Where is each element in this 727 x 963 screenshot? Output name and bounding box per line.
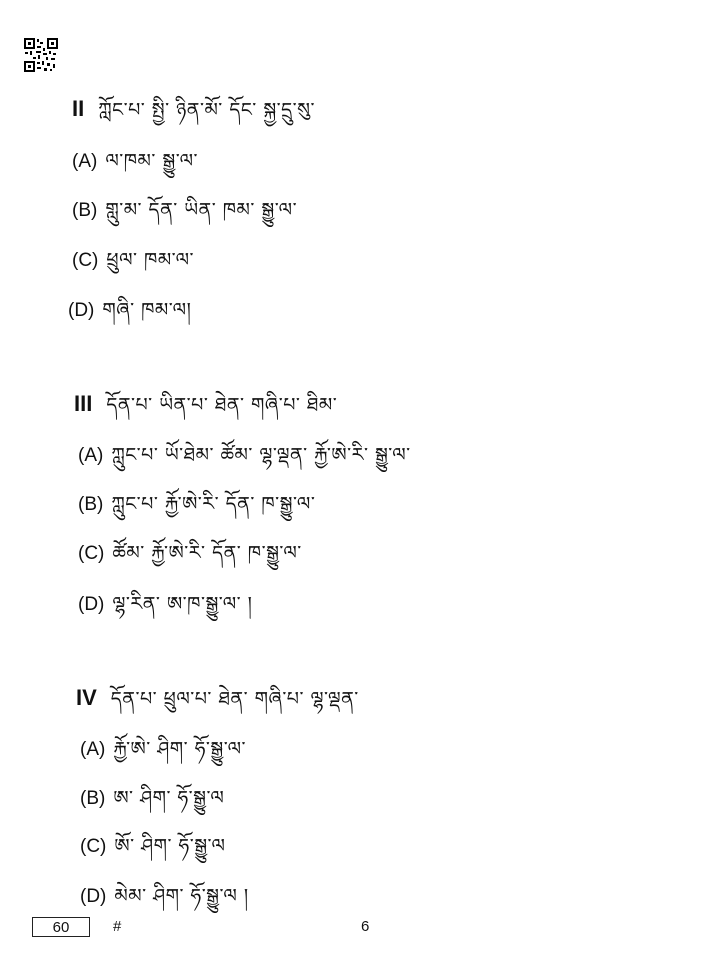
option-d xyxy=(78,582,252,636)
option-label: (B) xyxy=(78,494,104,515)
page-number: 6 xyxy=(361,918,370,935)
footer-code-box: 60 xyxy=(32,917,90,937)
question-text: ཀློང་པ་ སྤྱི་ ཉིན་མོ་ དོང་ སྐྱ་དྲུ་སུ་ xyxy=(98,99,315,121)
question-2 xyxy=(72,88,315,142)
question-number: II xyxy=(72,96,85,121)
option-label: (A) xyxy=(72,151,98,172)
question-text: དོན་པ་ ཕྲུལ་པ་ ཐེན་ གཞི་པ་ ལྷ་ལྡན་ xyxy=(110,688,359,710)
option-label: (D) xyxy=(80,886,107,907)
option-label: (B) xyxy=(72,200,98,221)
question-number: III xyxy=(74,391,93,416)
option-text: ཨོ་ ཤིག་ ཧོ་སྒྱུ་ལ xyxy=(114,835,226,857)
question-4 xyxy=(76,677,359,731)
option-text: ཚོམ་ རྐྱོ་ཨེ་རི་ དོན་ ཁ་སྒྱུ་ལ་ xyxy=(112,542,302,564)
question-number: IV xyxy=(76,685,97,710)
option-a xyxy=(80,727,246,781)
option-label: (A) xyxy=(78,445,104,466)
option-text: ལ་ཁམ་ སྒྱུ་ལ་ xyxy=(105,150,199,172)
option-text: མེམ་ ཤིག་ ཧོ་སྒྱུ་ལ ། xyxy=(114,885,249,907)
option-text: གཞི་ ཁམ་ལ། xyxy=(102,299,192,321)
option-d xyxy=(80,874,249,928)
option-text: ཀླུང་པ་ ཡོ་ཐེམ་ ཚོམ་ ལྷ་ལྡན་ རྐྱོ་ཨེ་རི་ སྒྱུ་ལ་ xyxy=(111,444,411,466)
option-c xyxy=(72,238,194,292)
option-text: རྐྱོ་ཨེ་ ཤིག་ ཧོ་སྒྱུ་ལ་ xyxy=(113,738,247,760)
option-label: (C) xyxy=(72,250,99,271)
qr-code xyxy=(24,38,58,72)
option-text: གླུ་མ་ དོན་ ཡིན་ ཁམ་ སྒྱུ་ལ་ xyxy=(105,199,298,221)
option-c xyxy=(78,531,302,585)
option-text: ཨ་ ཤིག་ ཧོ་སྒྱུ་ལ xyxy=(113,787,225,809)
option-b xyxy=(80,776,224,830)
option-b xyxy=(78,482,315,536)
option-label: (D) xyxy=(68,300,95,321)
option-label: (D) xyxy=(78,594,105,615)
option-b xyxy=(72,188,297,242)
option-label: (C) xyxy=(78,543,105,564)
option-text: ལྷ་རིན་ ཨ་ཁ་སྒྱུ་ལ་ ། xyxy=(112,593,253,615)
question-text: དོན་པ་ ཡིན་པ་ ཐེན་ གཞི་པ་ ཐིམ་ xyxy=(106,394,338,416)
footer-hash: # xyxy=(113,918,122,935)
option-label: (B) xyxy=(80,788,106,809)
option-c xyxy=(80,824,225,878)
option-d xyxy=(68,288,191,342)
option-a xyxy=(72,139,198,193)
option-a xyxy=(78,433,411,487)
option-text: ཕྲུལ་ ཁམ་ལ་ xyxy=(106,249,194,271)
option-label: (C) xyxy=(80,836,107,857)
option-text: ཀླུང་པ་ རྐྱོ་ཨེ་རི་ དོན་ ཁ་སྒྱུ་ལ་ xyxy=(111,493,316,515)
question-3 xyxy=(74,383,337,437)
option-label: (A) xyxy=(80,739,106,760)
